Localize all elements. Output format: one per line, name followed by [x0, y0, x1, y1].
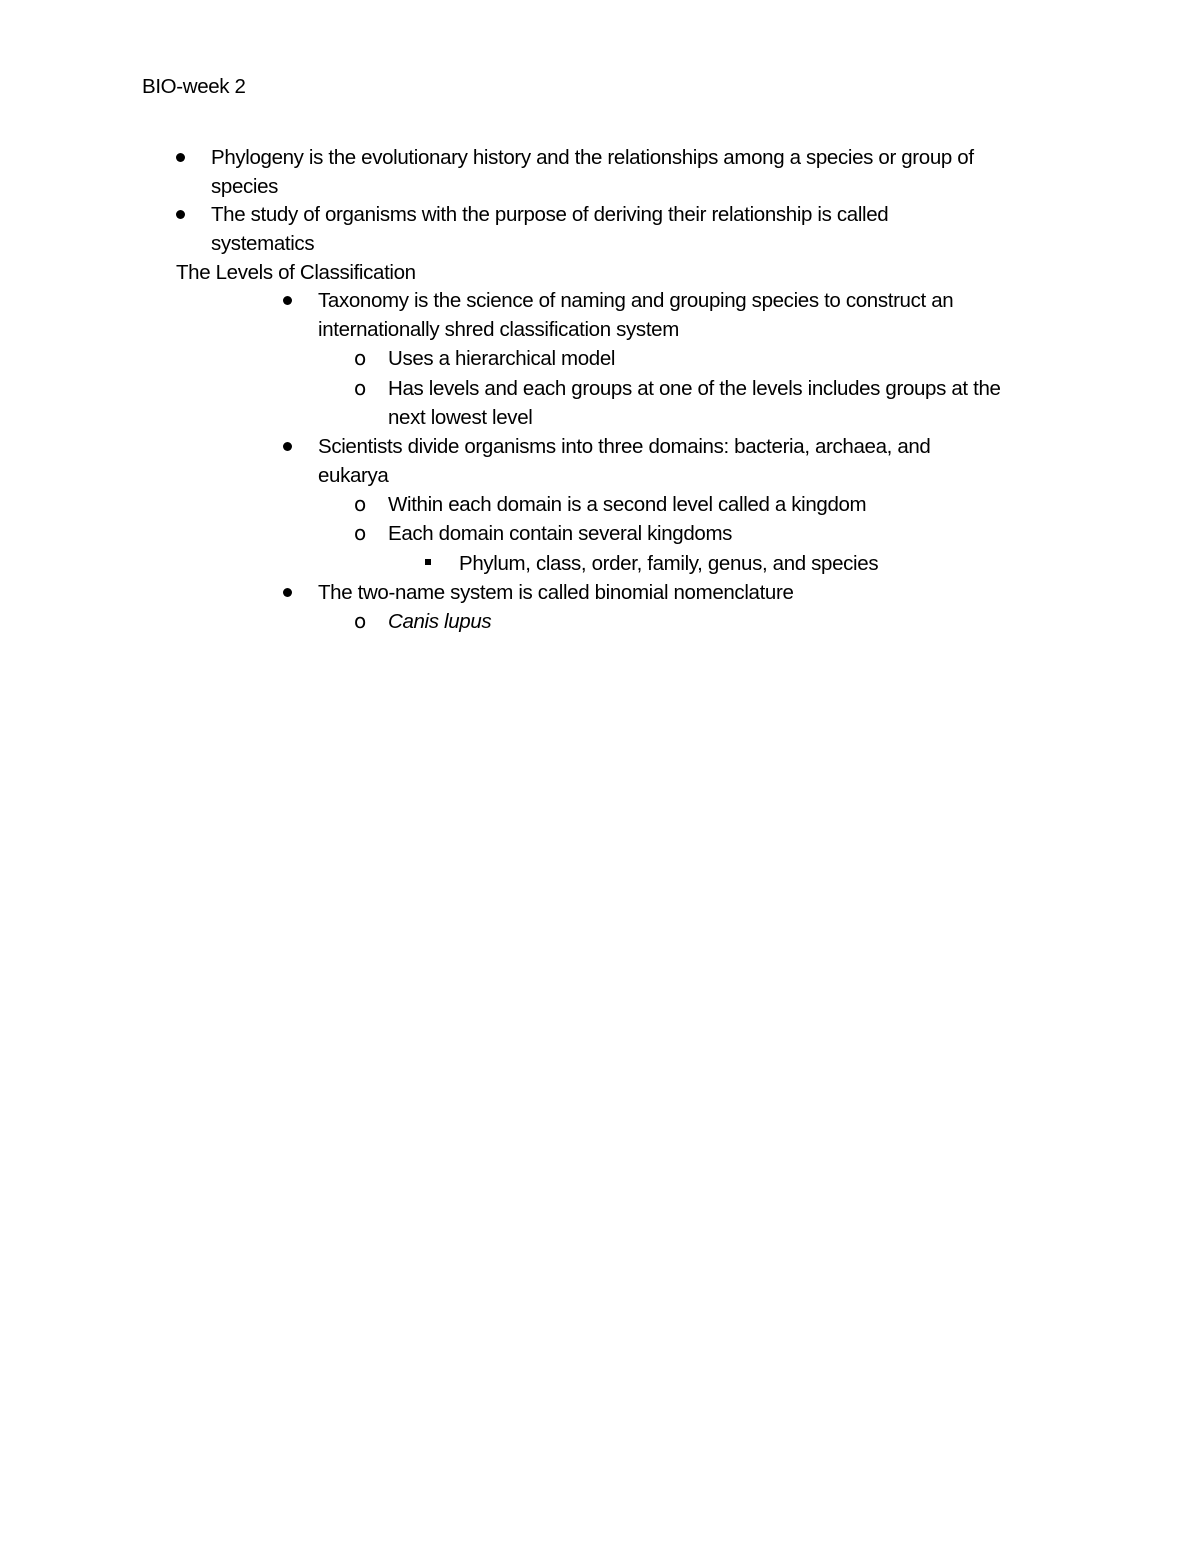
sub-bullet-text: Has levels and each groups at one of the levels includes groups at the — [388, 377, 1001, 400]
circle-bullet-icon: o — [354, 609, 367, 633]
bullet-text: The study of organisms with the purpose of deriving their relationship is called — [211, 203, 889, 226]
bullet-text-continued: systematics — [211, 232, 315, 255]
bullet-dot-icon — [283, 442, 292, 451]
sub-bullet-text-continued: next lowest level — [388, 406, 533, 429]
example-species-name: Canis lupus — [388, 610, 492, 633]
section-heading: The Levels of Classification — [176, 261, 416, 284]
circle-bullet-icon: o — [354, 521, 367, 545]
bullet-dot-icon — [176, 210, 185, 219]
bullet-text-continued: eukarya — [318, 464, 389, 487]
bullet-dot-icon — [176, 153, 185, 162]
document-title: BIO-week 2 — [142, 75, 246, 98]
bullet-text: Taxonomy is the science of naming and grouping species to construct an — [318, 289, 954, 312]
sub-bullet-text: Uses a hierarchical model — [388, 347, 616, 370]
sub-sub-bullet-text: Phylum, class, order, family, genus, and species — [459, 552, 879, 575]
circle-bullet-icon: o — [354, 492, 367, 516]
bullet-text-continued: species — [211, 175, 279, 198]
circle-bullet-icon: o — [354, 346, 367, 370]
sub-bullet-text: Within each domain is a second level called a kingdom — [388, 493, 867, 516]
bullet-text: Phylogeny is the evolutionary history and the relationships among a species or group of — [211, 146, 974, 169]
sub-bullet-text: Each domain contain several kingdoms — [388, 522, 733, 545]
square-bullet-icon — [425, 559, 431, 565]
circle-bullet-icon: o — [354, 376, 367, 400]
bullet-dot-icon — [283, 588, 292, 597]
bullet-text-continued: internationally shred classification system — [318, 318, 679, 341]
bullet-text: Scientists divide organisms into three domains: bacteria, archaea, and — [318, 435, 931, 458]
bullet-dot-icon — [283, 296, 292, 305]
bullet-text: The two-name system is called binomial nomenclature — [318, 581, 794, 604]
